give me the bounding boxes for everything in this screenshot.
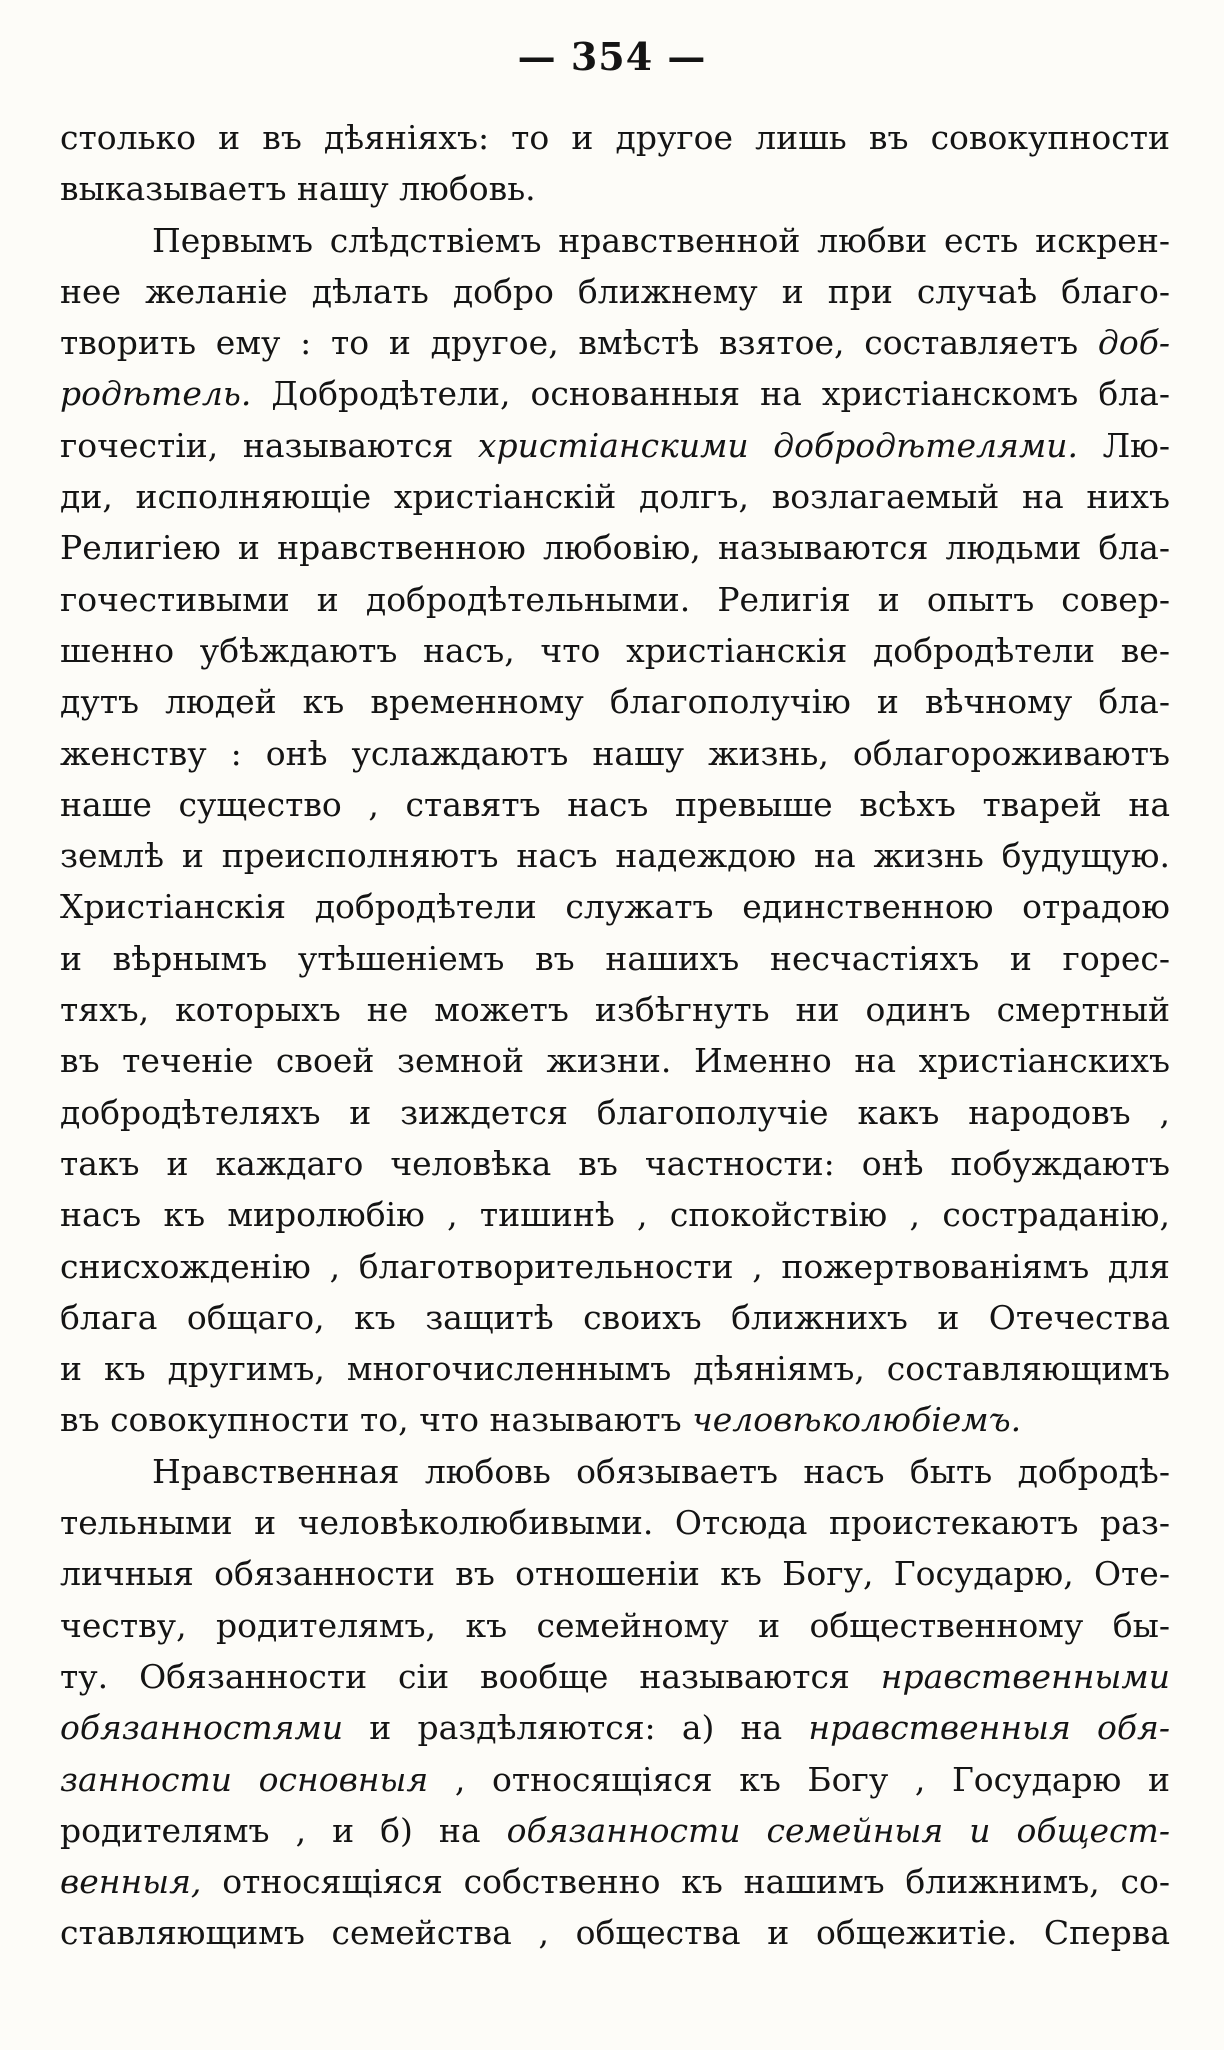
text-segment: Первымъ слѣдствіемъ нравственной любви есть искрен- — [152, 220, 1170, 260]
text-line — [60, 163, 1170, 214]
text-line — [60, 471, 1170, 522]
text-segment: землѣ и преисполняютъ насъ надеждою на жизнь будущую. — [60, 836, 1170, 876]
text-segment: и къ другимъ, многочисленнымъ дѣяніямъ, составляющимъ — [60, 1349, 1170, 1389]
text-line — [60, 1343, 1170, 1394]
text-line — [60, 1241, 1170, 1292]
text-line — [60, 1702, 1170, 1753]
text-line — [60, 984, 1170, 1035]
text-line — [60, 1600, 1170, 1651]
text-segment: блага общаго, къ защитѣ своихъ ближнихъ и Отечества — [60, 1297, 1170, 1337]
text-line — [60, 933, 1170, 984]
text-segment: снисхожденію , благотворительности , пожертвованіямъ для — [60, 1246, 1170, 1286]
text-segment: гочестивыми и добродѣтельными. Религія и опытъ совер- — [60, 579, 1170, 619]
text-segment: шенно убѣждаютъ насъ, что христіанскія добродѣтели ве- — [60, 630, 1170, 670]
italic-text: христіанскими добродѣтелями. — [477, 425, 1078, 465]
text-segment: Христіанскія добродѣтели служатъ единственною отрадою — [60, 887, 1170, 927]
text-line — [60, 1138, 1170, 1189]
text-segment: и вѣрнымъ утѣшеніемъ въ нашихъ несчастіяхъ и горес- — [60, 938, 1170, 978]
italic-text: обязанностями — [60, 1708, 344, 1748]
text-segment: Нравственная любовь обязываетъ насъ быть добродѣ- — [152, 1451, 1170, 1491]
text-line — [60, 1087, 1170, 1138]
text-line — [60, 1907, 1170, 1958]
text-segment: относящіяся собственно къ нашимъ ближнимъ, со- — [201, 1862, 1170, 1902]
italic-text: человѣколюбіемъ. — [692, 1400, 1022, 1440]
text-segment: тяхъ, которыхъ не можетъ избѣгнуть ни одинъ смертный — [60, 990, 1170, 1030]
text-line — [60, 420, 1170, 471]
text-line — [60, 1651, 1170, 1702]
text-line — [60, 317, 1170, 368]
body-text — [60, 112, 1170, 1959]
text-segment: творить ему : то и другое, вмѣстѣ взятое, составляетъ — [60, 323, 1098, 363]
text-line — [60, 779, 1170, 830]
text-line — [60, 625, 1170, 676]
text-segment: такъ и каждаго человѣка въ частности: онѣ побуждаютъ — [60, 1143, 1170, 1183]
text-segment: ту. Обязанности сіи вообще называются — [60, 1656, 881, 1696]
text-line — [60, 368, 1170, 419]
text-line — [60, 1754, 1170, 1805]
text-segment: въ теченіе своей земной жизни. Именно на христіанскихъ — [60, 1041, 1170, 1081]
text-segment: нее желаніе дѣлать добро ближнему и при случаѣ благо- — [60, 271, 1170, 311]
text-segment: дутъ людей къ временному благополучію и вѣчному бла- — [60, 682, 1170, 722]
text-segment: гочестіи, называются — [60, 425, 478, 465]
text-line — [60, 1548, 1170, 1599]
text-line — [60, 215, 1170, 266]
text-line — [60, 1292, 1170, 1343]
italic-text: нравственныя обя- — [808, 1708, 1170, 1748]
text-line — [60, 1856, 1170, 1907]
italic-text: родѣтель. — [60, 374, 252, 414]
text-segment: добродѣтеляхъ и зиждется благополучіе какъ народовъ , — [60, 1092, 1170, 1132]
text-segment: выказываетъ нашу любовь. — [60, 169, 536, 209]
text-line — [60, 676, 1170, 727]
text-segment: и раздѣляются: а) на — [343, 1708, 809, 1748]
text-segment: Религіею и нравственною любовію, называются людьми бла- — [60, 528, 1170, 568]
text-segment: женству : онѣ услаждаютъ нашу жизнь, облагороживаютъ — [60, 733, 1170, 773]
text-segment: столько и въ дѣяніяхъ: то и другое лишь въ совокупности — [60, 118, 1170, 157]
text-segment: родителямъ , и б) на — [60, 1810, 507, 1850]
text-line — [60, 1497, 1170, 1548]
italic-text: занности основныя — [60, 1759, 429, 1799]
italic-text: венныя, — [60, 1862, 202, 1902]
text-segment: ставляющимъ семейства , общества и общежитіе. Сперва — [60, 1913, 1170, 1953]
text-segment: Лю- — [1078, 425, 1170, 465]
text-line — [60, 522, 1170, 573]
text-line — [60, 1805, 1170, 1856]
text-line — [60, 881, 1170, 932]
text-segment: тельными и человѣколюбивыми. Отсюда проистекаютъ раз- — [60, 1503, 1170, 1543]
text-segment: Добродѣтели, основанныя на христіанскомъ бла- — [251, 374, 1170, 414]
text-line — [60, 1394, 1170, 1445]
text-line — [60, 830, 1170, 881]
text-segment: личныя обязанности въ отношеніи къ Богу, Государю, Оте- — [60, 1554, 1170, 1594]
text-segment: наше существо , ставятъ насъ превыше всѣхъ тварей на — [60, 784, 1170, 824]
text-segment: въ совокупности то, что называютъ — [60, 1400, 693, 1440]
text-line — [60, 728, 1170, 779]
page-number: — 354 — — [517, 34, 707, 79]
text-line — [60, 1189, 1170, 1240]
text-line — [60, 266, 1170, 317]
text-line — [60, 1446, 1170, 1497]
text-line — [60, 1035, 1170, 1086]
text-segment: честву, родителямъ, къ семейному и общественному бы- — [60, 1605, 1170, 1645]
italic-text: нравственными — [880, 1656, 1170, 1696]
italic-text: доб- — [1097, 323, 1170, 363]
text-segment: , относящіяся къ Богу , Государю и — [428, 1759, 1170, 1799]
text-segment: ди, исполняющіе христіанскій долгъ, возлагаемый на нихъ — [60, 477, 1170, 517]
text-line — [60, 574, 1170, 625]
text-segment: насъ къ миролюбію , тишинѣ , спокойствію , состраданію, — [60, 1195, 1170, 1235]
italic-text: обязанности семейныя и общест- — [506, 1810, 1170, 1850]
text-line — [60, 112, 1170, 163]
